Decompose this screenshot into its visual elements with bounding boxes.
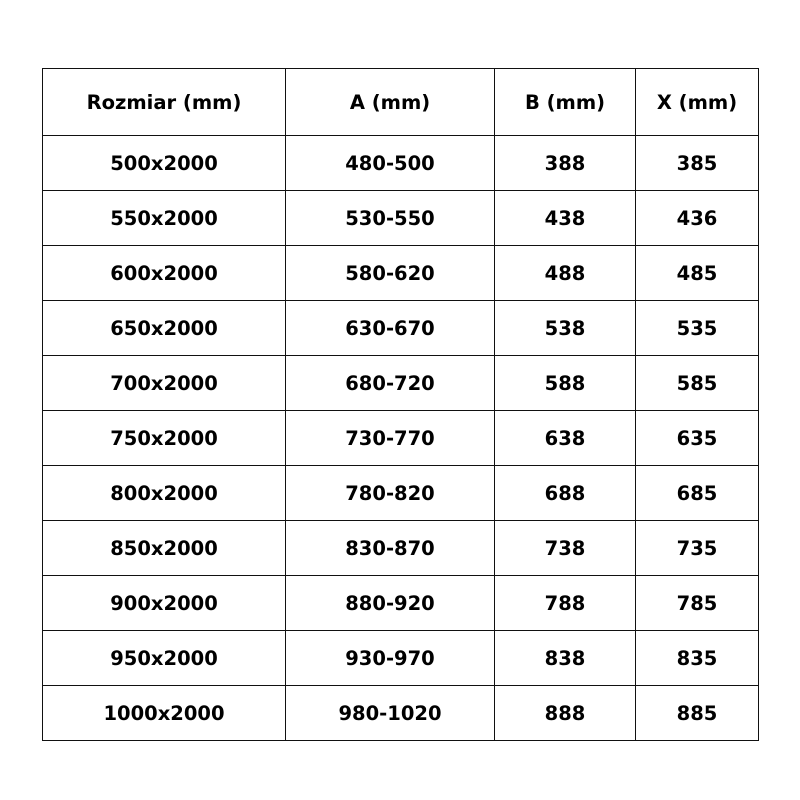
cell-x: 635 (636, 411, 759, 466)
cell-a: 530-550 (286, 191, 495, 246)
cell-b: 538 (495, 301, 636, 356)
cell-x: 585 (636, 356, 759, 411)
cell-a: 930-970 (286, 631, 495, 686)
table-row (43, 576, 759, 631)
column-header-x: X (mm) (636, 69, 759, 136)
cell-rozmiar: 600x2000 (43, 246, 286, 301)
table-row (43, 521, 759, 576)
cell-rozmiar: 750x2000 (43, 411, 286, 466)
table-row (43, 246, 759, 301)
spec-table-container (42, 68, 758, 741)
cell-a: 830-870 (286, 521, 495, 576)
table-header (43, 69, 759, 136)
table-row (43, 466, 759, 521)
cell-b: 888 (495, 686, 636, 741)
table-row (43, 686, 759, 741)
table-header-row (43, 69, 759, 136)
column-header-rozmiar: Rozmiar (mm) (43, 69, 286, 136)
cell-x: 785 (636, 576, 759, 631)
table-row (43, 191, 759, 246)
cell-rozmiar: 800x2000 (43, 466, 286, 521)
cell-x: 436 (636, 191, 759, 246)
cell-b: 688 (495, 466, 636, 521)
cell-a: 880-920 (286, 576, 495, 631)
cell-x: 485 (636, 246, 759, 301)
cell-b: 638 (495, 411, 636, 466)
cell-x: 835 (636, 631, 759, 686)
cell-b: 588 (495, 356, 636, 411)
cell-a: 680-720 (286, 356, 495, 411)
dimensions-table (42, 68, 759, 741)
column-header-b: B (mm) (495, 69, 636, 136)
cell-x: 685 (636, 466, 759, 521)
cell-a: 980-1020 (286, 686, 495, 741)
cell-a: 780-820 (286, 466, 495, 521)
table-row (43, 136, 759, 191)
column-header-a: A (mm) (286, 69, 495, 136)
cell-b: 438 (495, 191, 636, 246)
table-row (43, 301, 759, 356)
cell-rozmiar: 500x2000 (43, 136, 286, 191)
cell-rozmiar: 550x2000 (43, 191, 286, 246)
cell-rozmiar: 950x2000 (43, 631, 286, 686)
cell-a: 580-620 (286, 246, 495, 301)
cell-b: 788 (495, 576, 636, 631)
cell-rozmiar: 700x2000 (43, 356, 286, 411)
table-row (43, 411, 759, 466)
cell-b: 388 (495, 136, 636, 191)
cell-rozmiar: 650x2000 (43, 301, 286, 356)
table-row (43, 356, 759, 411)
table-body (43, 136, 759, 741)
cell-b: 488 (495, 246, 636, 301)
cell-b: 738 (495, 521, 636, 576)
cell-rozmiar: 900x2000 (43, 576, 286, 631)
cell-b: 838 (495, 631, 636, 686)
cell-a: 730-770 (286, 411, 495, 466)
cell-a: 480-500 (286, 136, 495, 191)
cell-x: 385 (636, 136, 759, 191)
cell-x: 535 (636, 301, 759, 356)
cell-rozmiar: 850x2000 (43, 521, 286, 576)
cell-x: 885 (636, 686, 759, 741)
cell-x: 735 (636, 521, 759, 576)
table-row (43, 631, 759, 686)
cell-rozmiar: 1000x2000 (43, 686, 286, 741)
cell-a: 630-670 (286, 301, 495, 356)
